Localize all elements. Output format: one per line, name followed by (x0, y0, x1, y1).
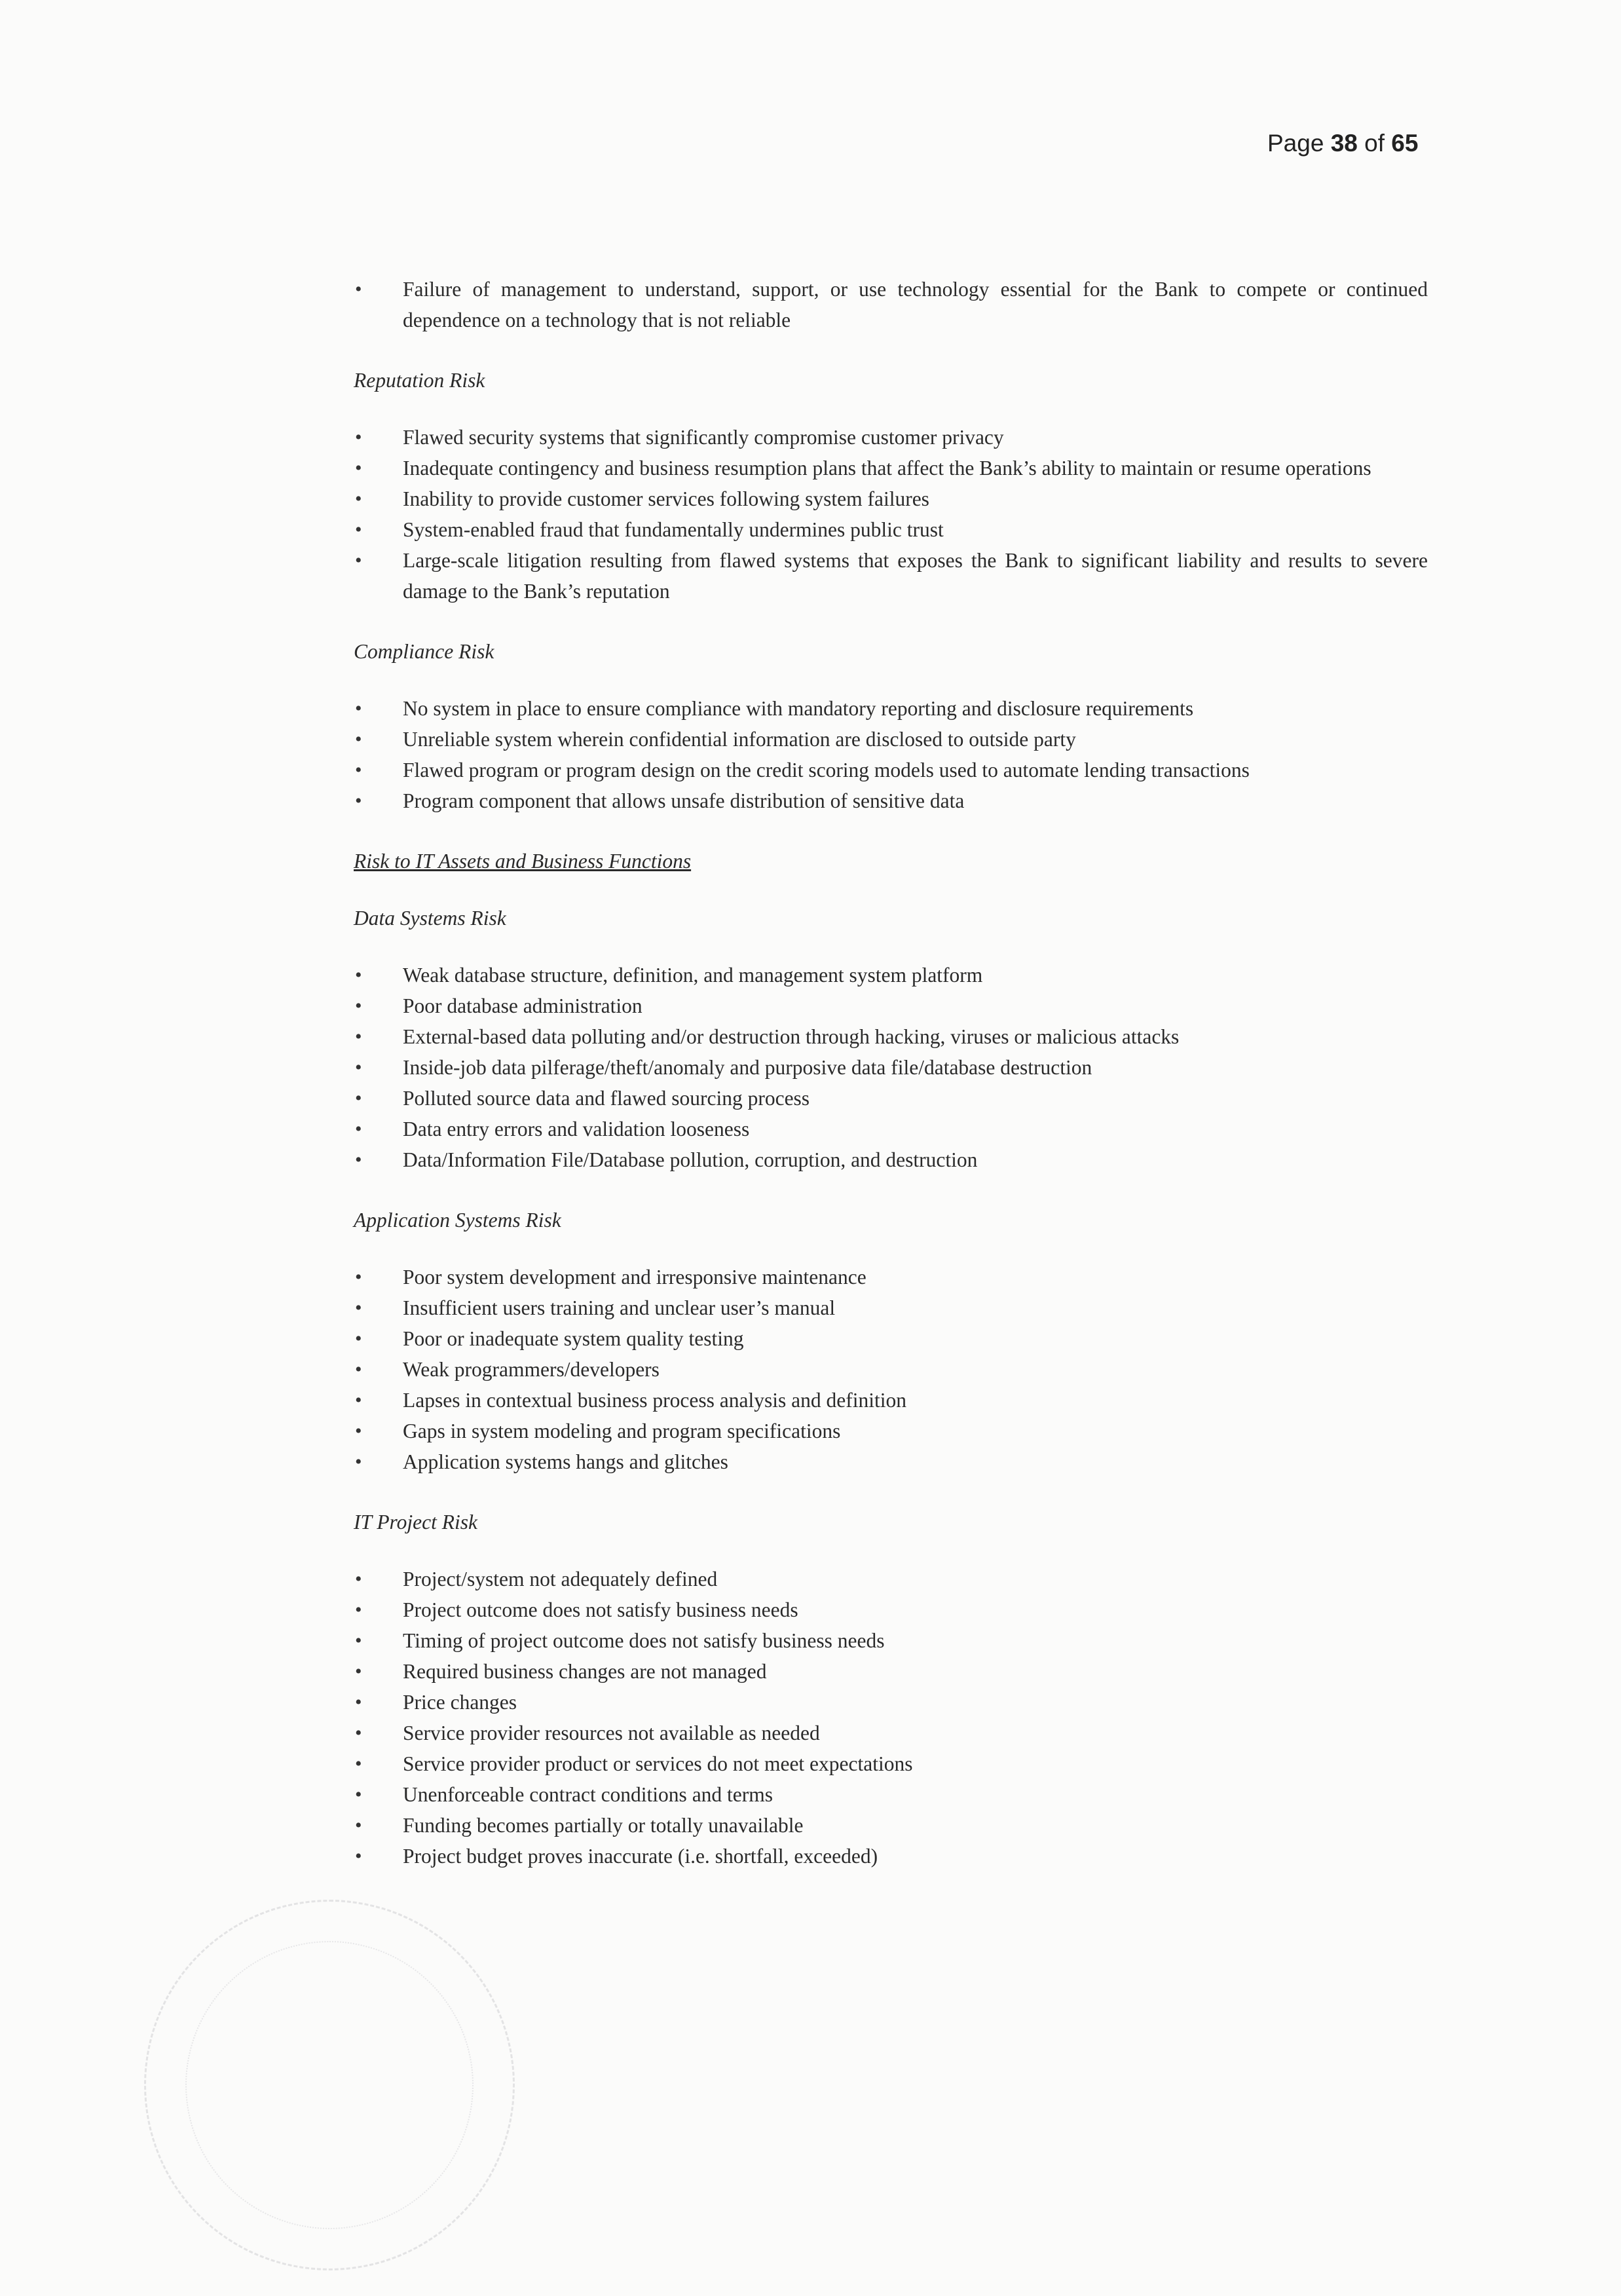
list-item: • Application systems hangs and glitches (354, 1446, 1428, 1477)
seal-inner-ring (185, 1941, 474, 2229)
section-heading-reputation: Reputation Risk (354, 369, 485, 392)
section-heading-risk-it-assets: Risk to IT Assets and Business Functions (354, 850, 692, 873)
section-heading-it-project: IT Project Risk (354, 1511, 477, 1534)
list-item: • Project outcome does not satisfy business needs (354, 1594, 1428, 1625)
list-item: • Unreliable system wherein confidential information are disclosed to outside party (354, 724, 1428, 755)
page-current: 38 (1330, 130, 1358, 157)
list-item: • Service provider resources not available as needed (354, 1718, 1428, 1748)
document-body (354, 274, 1428, 1872)
page-total: 65 (1391, 130, 1419, 157)
list-item: • Weak programmers/developers (354, 1354, 1428, 1385)
data-systems-list (354, 960, 1428, 1175)
list-item: • Project budget proves inaccurate (i.e. shortfall, exceeded) (354, 1841, 1428, 1872)
list-item: • Project/system not adequately defined (354, 1564, 1428, 1594)
list-item: • Flawed security systems that significantly compromise customer privacy (354, 422, 1428, 453)
faint-seal-stamp (144, 1900, 515, 2270)
page-prefix: Page (1267, 130, 1331, 157)
compliance-list (354, 693, 1428, 816)
list-item: • External-based data polluting and/or destruction through hacking, viruses or malicious attacks (354, 1021, 1428, 1052)
it-project-list (354, 1564, 1428, 1872)
page-number (1267, 130, 1418, 157)
list-item: • No system in place to ensure compliance with mandatory reporting and disclosure requirements (354, 693, 1428, 724)
list-item: • Required business changes are not managed (354, 1656, 1428, 1687)
list-item: • Weak database structure, definition, and management system platform (354, 960, 1428, 990)
intro-list (354, 274, 1428, 335)
list-item: • Failure of management to understand, support, or use technology essential for the Bank to compete or continued dependence on a technology that is not reliable (354, 274, 1428, 335)
section-heading-compliance: Compliance Risk (354, 640, 494, 663)
list-item: • Poor system development and irresponsive maintenance (354, 1262, 1428, 1292)
list-item: • Polluted source data and flawed sourcing process (354, 1083, 1428, 1114)
section-heading-application-systems: Application Systems Risk (354, 1209, 561, 1232)
application-systems-list (354, 1262, 1428, 1477)
list-item: • Insufficient users training and unclear user’s manual (354, 1292, 1428, 1323)
list-item: • Large-scale litigation resulting from flawed systems that exposes the Bank to significant liability and results to severe damage to the Bank’s reputation (354, 545, 1428, 607)
list-item: • Lapses in contextual business process analysis and definition (354, 1385, 1428, 1416)
list-item: • Unenforceable contract conditions and terms (354, 1779, 1428, 1810)
list-item: • Data entry errors and validation looseness (354, 1114, 1428, 1144)
list-item: • Data/Information File/Database pollution, corruption, and destruction (354, 1144, 1428, 1175)
list-item: • Timing of project outcome does not satisfy business needs (354, 1625, 1428, 1656)
list-item: • Flawed program or program design on the credit scoring models used to automate lending transactions (354, 755, 1428, 785)
list-item: • Gaps in system modeling and program specifications (354, 1416, 1428, 1446)
list-item: • Inability to provide customer services following system failures (354, 483, 1428, 514)
list-item: • Price changes (354, 1687, 1428, 1718)
list-item: • Service provider product or services do not meet expectations (354, 1748, 1428, 1779)
section-heading-data-systems: Data Systems Risk (354, 907, 506, 930)
list-item: • Poor database administration (354, 990, 1428, 1021)
list-item: • Program component that allows unsafe distribution of sensitive data (354, 785, 1428, 816)
list-item: • Inside-job data pilferage/theft/anomaly and purposive data file/database destruction (354, 1052, 1428, 1083)
list-item: • Poor or inadequate system quality testing (354, 1323, 1428, 1354)
list-item: • Inadequate contingency and business resumption plans that affect the Bank’s ability to maintain or resume operations (354, 453, 1428, 483)
page-separator: of (1357, 130, 1392, 157)
list-item: • Funding becomes partially or totally unavailable (354, 1810, 1428, 1841)
reputation-list (354, 422, 1428, 607)
list-item: • System-enabled fraud that fundamentally undermines public trust (354, 514, 1428, 545)
